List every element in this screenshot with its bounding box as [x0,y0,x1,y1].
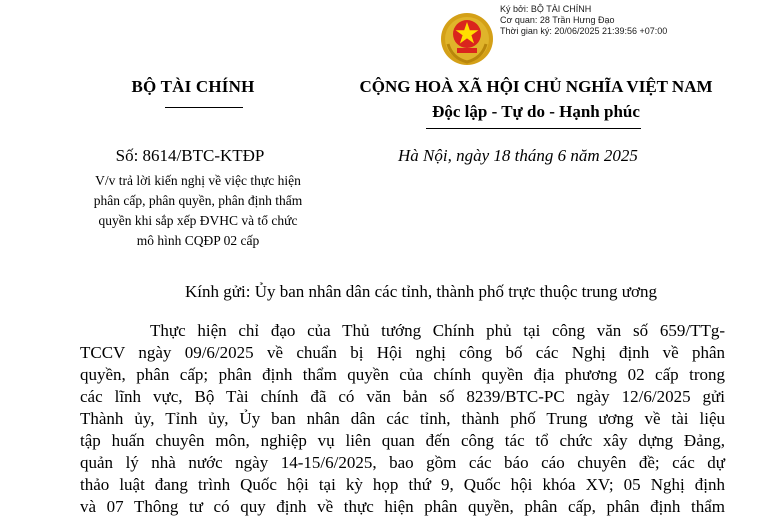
place-and-date: Hà Nội, ngày 18 tháng 6 năm 2025 [398,146,638,165]
body-line: thảo luật đang trình Quốc hội tại kỳ họp thứ 9, Quốc hội khóa XV; 05 Nghị định [80,475,725,494]
body-line: các lĩnh vực, Bộ Tài chính đã có văn bản số 8239/BTC-PC ngày 12/6/2025 gửi [80,387,725,406]
subject-line: mô hình CQĐP 02 cấp [136,233,260,248]
motto-underline [426,128,641,129]
subject-line: phân cấp, phân quyền, phân định thẩm [93,193,303,208]
recipient-line: Kính gửi: Ủy ban nhân dân các tỉnh, thành phố trực thuộc trung ương [185,282,657,301]
organization-underline [165,107,243,108]
signature-agency: Cơ quan: 28 Trần Hưng Đạo [500,15,615,25]
document-body [80,320,725,518]
body-line: Thành ủy, Tỉnh ủy, Ủy ban nhân dân các tỉnh, thành phố Trung ương về tài liệu [80,409,725,428]
body-line: quyền, phân cấp; phân định thẩm quyền của chính quyền địa phương 02 cấp trong [80,365,725,384]
body-line: quản lý nhà nước ngày 14-15/6/2025, bao gồm các báo cáo chuyên đề; các dự [80,453,725,472]
body-line: TCCV ngày 09/6/2025 về chuẩn bị Hội nghị công bố các Nghị định về phân [80,343,725,362]
national-title: CỘNG HOÀ XÃ HỘI CHỦ NGHĨA VIỆT NAM [359,77,713,96]
national-motto: Độc lập - Tự do - Hạnh phúc [432,102,640,121]
subject-line: quyền khi sắp xếp ĐVHC và tổ chức [98,213,298,228]
document-subject [60,171,336,251]
body-line: Thực hiện chỉ đạo của Thủ tướng Chính phủ tại công văn số 659/TTg- [150,321,725,340]
digital-signature-block [438,4,778,66]
national-emblem-icon [438,10,496,68]
body-line: tập huấn chuyên môn, nghiệp vụ liên quan đến công tác tổ chức xây dựng Đảng, [80,431,725,450]
subject-line: V/v trả lời kiến nghị về việc thực hiện [95,173,301,188]
issuing-organization: BỘ TÀI CHÍNH [131,77,255,96]
signature-time: Thời gian ký: 20/06/2025 21:39:56 +07:00 [500,26,668,36]
signature-signer: Ký bởi: BỘ TÀI CHÍNH [500,4,592,14]
document-number: Số: 8614/BTC-KTĐP [115,146,265,165]
body-line: và 07 Thông tư có quy định về thực hiện phân quyền, phân cấp, phân định thẩm [80,497,725,516]
